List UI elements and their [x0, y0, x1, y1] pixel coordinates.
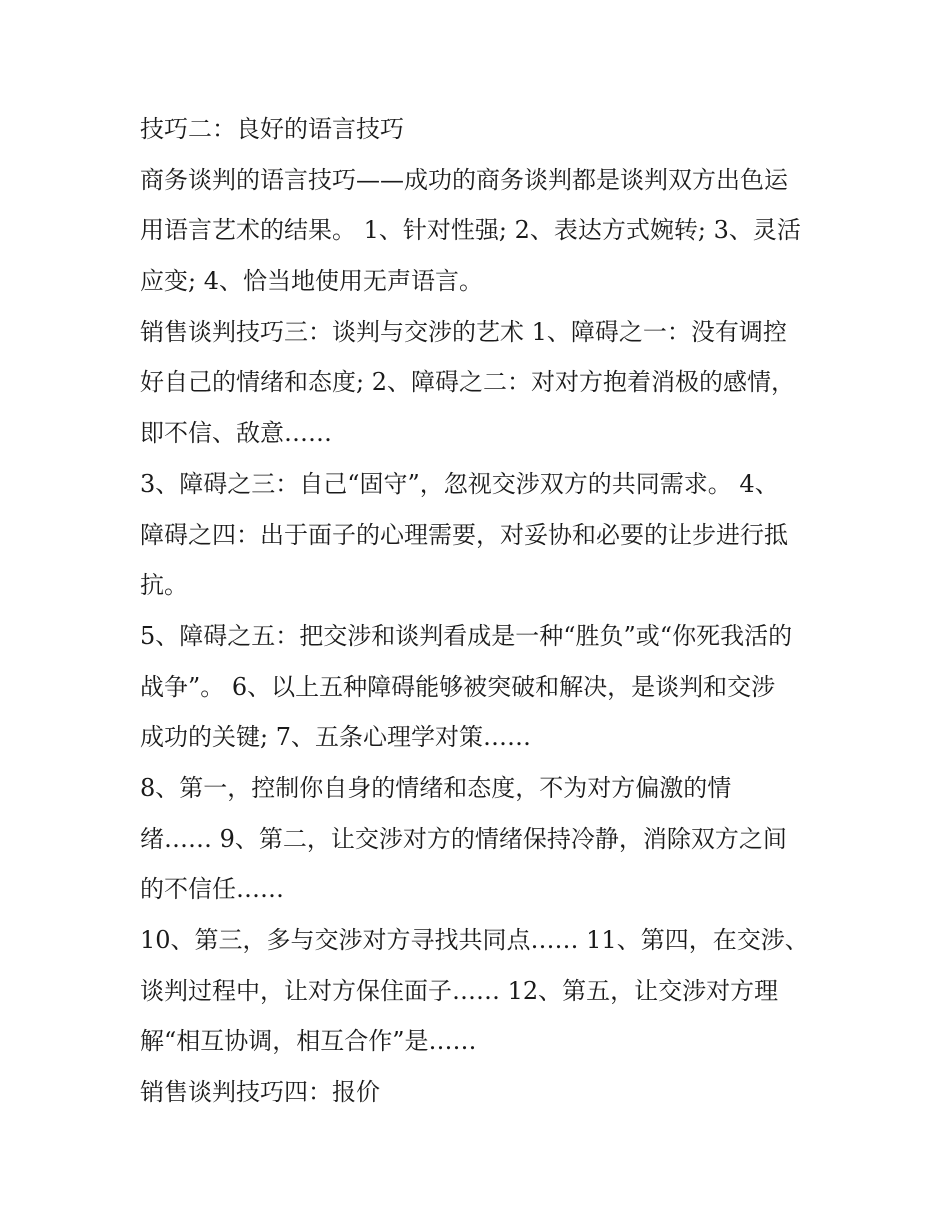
text-line: 8、第一，控制你自身的情绪和态度，不为对方偏激的情 — [140, 773, 732, 802]
text-line: 绪…… 9、第二，让交涉对方的情绪保持冷静，消除双方之间 — [140, 824, 787, 853]
paragraph-strategies-10-12 — [140, 915, 820, 1067]
text-line: 谈判过程中，让对方保住面子…… 12、第五，让交涉对方理 — [140, 976, 779, 1005]
text-line: 战争”。 6、以上五种障碍能够被突破和解决，是谈判和交涉 — [140, 672, 776, 701]
heading-technique-four — [140, 1067, 820, 1118]
text-line: 成功的关键; 7、五条心理学对策…… — [140, 723, 531, 752]
text-line: 10、第三，多与交涉对方寻找共同点…… 11、第四，在交涉、 — [140, 926, 809, 954]
heading-technique-two — [140, 104, 820, 155]
text-line: 应变; 4、恰当地使用无声语言。 — [140, 267, 483, 296]
text-line: 商务谈判的语言技巧——成功的商务谈判都是谈判双方出色运 — [140, 165, 788, 194]
paragraph-strategies-8-9 — [140, 763, 820, 915]
text-line: 销售谈判技巧三：谈判与交涉的艺术 1、障碍之一：没有调控 — [140, 317, 787, 346]
text-line: 解“相互协调，相互合作”是…… — [140, 1027, 477, 1056]
text-line: 抗。 — [140, 571, 188, 600]
text-line: 好自己的情绪和态度; 2、障碍之二：对对方抱着消极的感情， — [140, 368, 795, 397]
text-line: 3、障碍之三：自己“固守”，忽视交涉双方的共同需求。 4、 — [140, 469, 779, 498]
paragraph-technique-three — [140, 307, 820, 459]
text-line: 用语言艺术的结果。 1、针对性强; 2、表达方式婉转; 3、灵活 — [140, 216, 801, 245]
paragraph-obstacles-5-7 — [140, 611, 820, 763]
text-line: 销售谈判技巧四：报价 — [140, 1078, 380, 1107]
text-line: 5、障碍之五：把交涉和谈判看成是一种“胜负”或“你死我活的 — [140, 621, 793, 650]
document-body — [140, 104, 820, 1118]
text-line: 即不信、敌意…… — [140, 419, 332, 448]
text-line: 障碍之四：出于面子的心理需要，对妥协和必要的让步进行抵 — [140, 520, 788, 549]
paragraph-obstacles-3-4 — [140, 459, 820, 611]
text-line: 的不信任…… — [140, 875, 284, 904]
text-line: 技巧二：良好的语言技巧 — [140, 115, 404, 143]
paragraph-language-skills — [140, 155, 820, 307]
